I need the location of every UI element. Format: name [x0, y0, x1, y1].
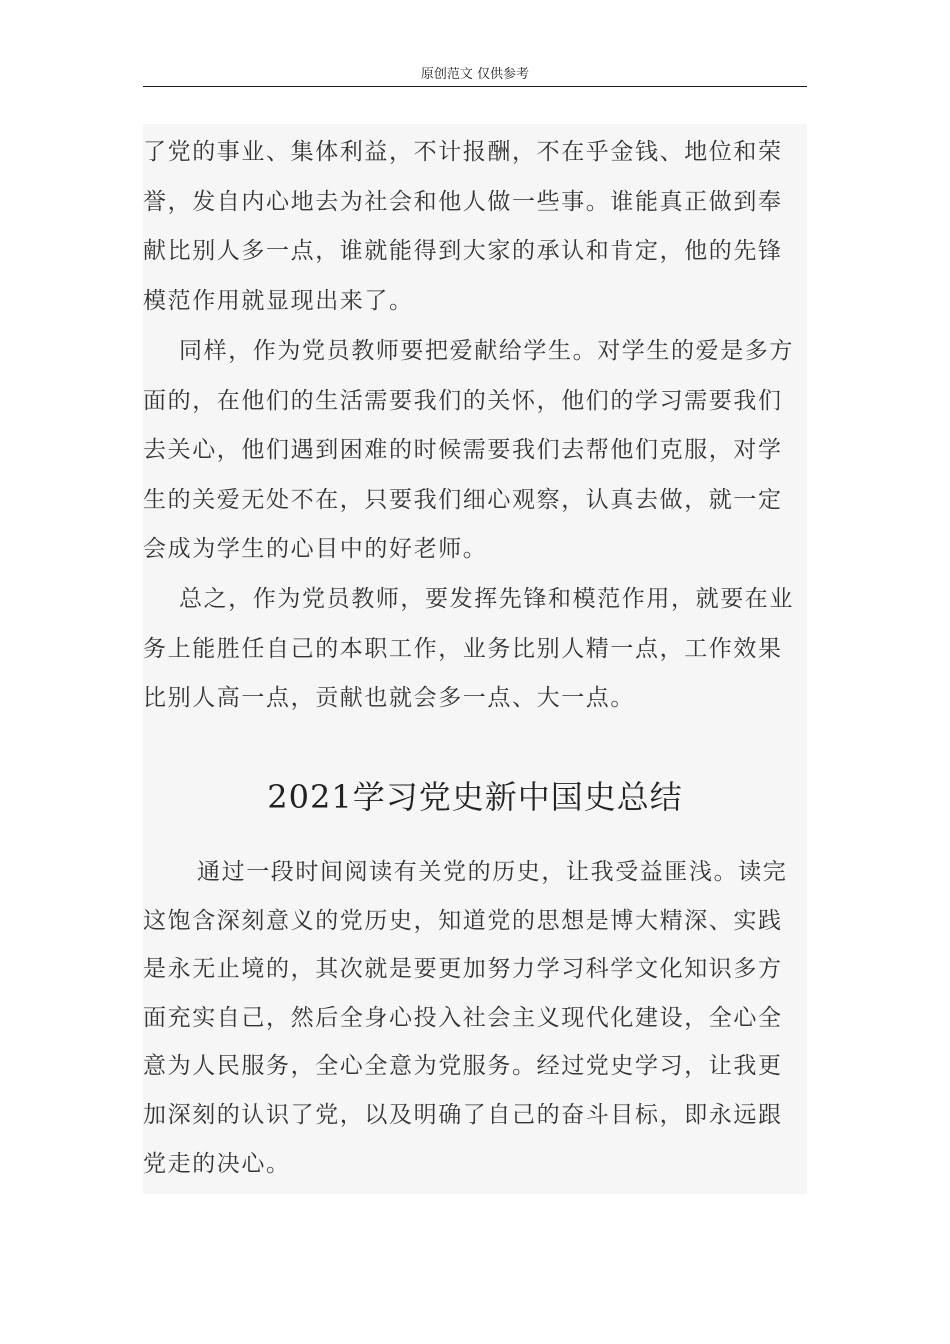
page-header	[143, 60, 807, 87]
section-body-paragraph: 通过一段时间阅读有关党的历史，让我受益匪浅。读完这饱含深刻意义的党历史，知道党的思想是博大精深、实践是永无止境的，其次就是要更加努力学习科学文化知识多方面充实自己，然后全身心投入社会主义现代化建设，全心全意为人民服务，全心全意为党服务。经过党史学习，让我更加深刻的认识了党，以及明确了自己的奋斗目标，即永远跟党走的决心。	[143, 859, 788, 1177]
header-text: 原创范文 仅供参考	[420, 67, 530, 82]
paragraph-3: 总之，作为党员教师，要发挥先锋和模范作用，就要在业务上能胜任自己的本职工作，业务比别人精一点，工作效果比别人高一点，贡献也就会多一点、大一点。	[143, 586, 794, 712]
paragraph-1: 了党的事业、集体利益，不计报酬，不在乎金钱、地位和荣誉，发自内心地去为社会和他人做一些事。谁能真正做到奉献比别人多一点，谁就能得到大家的承认和肯定，他的先锋模范作用就显现出来了。	[143, 139, 783, 314]
paragraph-2: 同样，作为党员教师要把爱献给学生。对学生的爱是多方面的，在他们的生活需要我们的关怀，他们的学习需要我们去关心，他们遇到困难的时候需要我们去帮他们克服，对学生的关爱无处不在，只要我们细心观察，认真去做，就一定会成为学生的心目中的好老师。	[143, 338, 794, 563]
section-title: 2021学习党史新中国史总结	[267, 778, 683, 816]
document-body	[143, 124, 807, 1194]
